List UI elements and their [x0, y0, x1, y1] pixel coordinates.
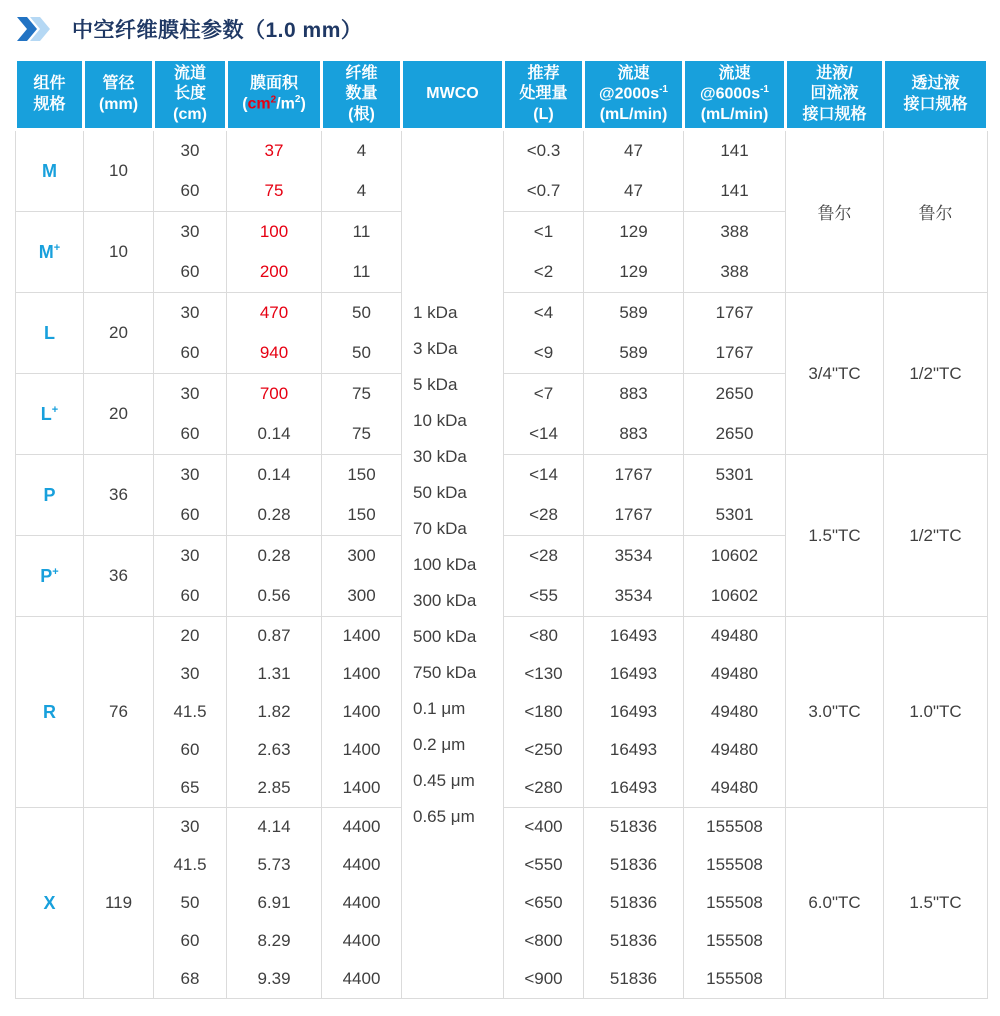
membrane-area-cell: [227, 536, 322, 617]
f6k-value: 1767: [715, 303, 754, 322]
len-value: 30: [180, 303, 200, 322]
spec-label: M: [38, 241, 54, 262]
f2k-value: 16493: [609, 740, 658, 759]
flow-6000-cell: [684, 374, 786, 455]
fiber-value: 1400: [342, 664, 381, 683]
f6k-value: 5301: [715, 465, 754, 484]
area-value: 0.14: [257, 424, 291, 443]
flow-6000-cell: [684, 212, 786, 293]
inlet-interface-cell: 3/4"TC: [786, 293, 884, 455]
area-value: 37: [264, 141, 284, 160]
throughput-cell: [504, 808, 584, 999]
area-value: 200: [259, 262, 289, 281]
permeate-interface-cell: 1/2"TC: [884, 455, 988, 617]
area-value: 5.73: [257, 855, 291, 874]
len-value: 60: [180, 262, 200, 281]
fiber-value: 4: [356, 181, 367, 200]
membrane-area-cell: [227, 130, 322, 212]
vol-value: <400: [524, 817, 563, 836]
f2k-value: 129: [619, 222, 648, 241]
fiber-value: 11: [352, 262, 371, 281]
mwco-item: 0.1 μm: [413, 698, 466, 718]
fiber-value: 300: [347, 546, 376, 565]
channel-length-cell: [154, 808, 227, 999]
membrane-area-cell: [227, 293, 322, 374]
membrane-area-cell: [227, 617, 322, 808]
column-header-mwco: MWCO: [402, 60, 504, 130]
flow-2000-cell: [584, 455, 684, 536]
f2k-value: 16493: [609, 702, 658, 721]
f2k-value: 51836: [609, 817, 658, 836]
vol-value: <14: [529, 465, 558, 484]
table-body: [16, 130, 988, 999]
column-header-fiber-count: 纤维 数量 (根): [322, 60, 402, 130]
area-value: 2.85: [257, 778, 291, 797]
f6k-value: 388: [720, 222, 749, 241]
column-header-flow-6000: 流速 $@6000s^{-1}$ (mL/min): [684, 60, 786, 130]
vol-value: <1: [533, 222, 554, 241]
flow-6000-cell: [684, 536, 786, 617]
mwco-item: 10 kDa: [413, 410, 467, 430]
vol-value: <80: [529, 626, 558, 645]
spec-cell: [16, 808, 84, 999]
parameters-table: [14, 58, 989, 999]
len-value: 65: [180, 778, 200, 797]
f2k-value: 47: [624, 141, 643, 160]
diameter-cell: 36: [84, 455, 154, 536]
vol-value: <0.7: [526, 181, 561, 200]
vol-value: <55: [529, 586, 558, 605]
area-value: 0.28: [257, 546, 291, 565]
column-header-spec: 组件 规格: [16, 60, 84, 130]
flow-2000-cell: [584, 808, 684, 999]
mwco-item: 70 kDa: [413, 518, 467, 538]
f6k-value: 49480: [710, 778, 759, 797]
fiber-value: 1400: [342, 740, 381, 759]
throughput-cell: [504, 455, 584, 536]
vol-value: <130: [524, 664, 563, 683]
vol-value: <4: [533, 303, 554, 322]
flow-6000-cell: [684, 130, 786, 212]
f2k-value: 3534: [614, 586, 653, 605]
column-header-channel-length: 流道 长度 (cm): [154, 60, 227, 130]
spec-label: L: [40, 403, 52, 424]
diameter-cell: 20: [84, 374, 154, 455]
len-value: 60: [180, 505, 200, 524]
channel-length-cell: [154, 374, 227, 455]
area-value: 75: [264, 181, 284, 200]
fiber-count-cell: [322, 808, 402, 999]
spec-cell: [16, 130, 84, 212]
len-value: 30: [180, 664, 200, 683]
spec-label: R: [43, 701, 56, 722]
f2k-value: 16493: [609, 626, 658, 645]
spec-label: P: [40, 565, 53, 586]
area-value: 1.31: [257, 664, 291, 683]
column-header-membrane-area: 膜面积 $(cm^2/m^2)$: [227, 60, 322, 130]
f6k-value: 1767: [715, 343, 754, 362]
throughput-cell: [504, 130, 584, 212]
fiber-count-cell: [322, 293, 402, 374]
area-value: 470: [259, 303, 289, 322]
page-title: 中空纤维膜柱参数（1.0 mm）: [72, 19, 363, 42]
fiber-count-cell: [322, 130, 402, 212]
diameter-cell: 76: [84, 617, 154, 808]
vol-value: <28: [529, 505, 558, 524]
vol-value: <9: [533, 343, 554, 362]
throughput-cell: [504, 293, 584, 374]
area-value: 700: [259, 384, 289, 403]
vol-value: <280: [524, 778, 563, 797]
fiber-count-cell: [322, 455, 402, 536]
area-value: 0.56: [257, 586, 291, 605]
throughput-cell: [504, 212, 584, 293]
vol-value: <2: [533, 262, 554, 281]
fiber-value: 300: [347, 586, 376, 605]
flow-2000-cell: [584, 293, 684, 374]
fiber-value: 4400: [342, 969, 381, 988]
f6k-value: 155508: [706, 893, 763, 912]
throughput-cell: [504, 374, 584, 455]
vol-value: <650: [524, 893, 563, 912]
spec-label: L: [44, 322, 55, 343]
len-value: 68: [180, 969, 200, 988]
len-value: 30: [180, 222, 200, 241]
fiber-value: 75: [352, 384, 371, 403]
mwco-item: 50 kDa: [413, 482, 467, 502]
fiber-count-cell: [322, 374, 402, 455]
inlet-interface-cell: 鲁尔: [786, 130, 884, 293]
permeate-interface-cell: 1.5"TC: [884, 808, 988, 999]
spec-label: X: [43, 892, 56, 913]
len-value: 30: [180, 141, 200, 160]
channel-length-cell: [154, 536, 227, 617]
f2k-value: 3534: [614, 546, 653, 565]
f2k-value: 1767: [614, 505, 653, 524]
mwco-item: 0.2 μm: [413, 734, 466, 754]
spec-cell: [16, 293, 84, 374]
vol-value: <180: [524, 702, 563, 721]
fiber-value: 75: [352, 424, 371, 443]
spec-cell: M+: [16, 212, 84, 293]
f6k-value: 155508: [706, 969, 763, 988]
f2k-value: 1767: [614, 465, 653, 484]
mwco-item: 30 kDa: [413, 446, 467, 466]
vol-value: <14: [529, 424, 558, 443]
f2k-value: 883: [619, 424, 648, 443]
len-value: 60: [180, 343, 200, 362]
column-header-inlet-interface: 进液/ 回流液 接口规格: [786, 60, 884, 130]
f2k-value: 51836: [609, 893, 658, 912]
mwco-item: 100 kDa: [413, 554, 477, 574]
column-header-flow-2000: 流速 $@2000s^{-1}$ (mL/min): [584, 60, 684, 130]
mwco-cell: [402, 130, 504, 999]
membrane-area-cell: [227, 212, 322, 293]
len-value: 60: [180, 586, 200, 605]
f6k-value: 49480: [710, 702, 759, 721]
len-value: 41.5: [173, 855, 207, 874]
f2k-value: 51836: [609, 855, 658, 874]
area-value: 100: [259, 222, 289, 241]
vol-value: <28: [529, 546, 558, 565]
area-value: 0.87: [257, 626, 291, 645]
area-value: 9.39: [257, 969, 291, 988]
fiber-value: 4400: [342, 817, 381, 836]
len-value: 20: [180, 626, 200, 645]
f2k-value: 589: [619, 303, 648, 322]
vol-value: <0.3: [526, 141, 561, 160]
mwco-item: 0.65 μm: [413, 806, 475, 826]
len-value: 30: [180, 546, 200, 565]
area-value: 0.14: [257, 465, 291, 484]
fiber-value: 50: [352, 303, 371, 322]
fiber-value: 4: [356, 141, 367, 160]
throughput-cell: [504, 536, 584, 617]
f6k-value: 2650: [715, 424, 754, 443]
f6k-value: 155508: [706, 931, 763, 950]
vol-value: <900: [524, 969, 563, 988]
spec-cell: P+: [16, 536, 84, 617]
flow-6000-cell: [684, 808, 786, 999]
flow-2000-cell: [584, 617, 684, 808]
spec-label: M: [42, 160, 57, 181]
f6k-value: 155508: [706, 855, 763, 874]
len-value: 41.5: [173, 702, 207, 721]
table-header: [16, 60, 988, 130]
fiber-value: 150: [347, 465, 376, 484]
f6k-value: 10602: [710, 546, 759, 565]
area-value: 940: [259, 343, 289, 362]
permeate-interface-cell: 1/2"TC: [884, 293, 988, 455]
diameter-cell: 10: [84, 130, 154, 212]
column-header-permeate-interface: 透过液 接口规格: [884, 60, 988, 130]
len-value: 30: [180, 465, 200, 484]
fiber-value: 4400: [342, 855, 381, 874]
permeate-interface-cell: 鲁尔: [884, 130, 988, 293]
area-value: 2.63: [257, 740, 291, 759]
inlet-interface-cell: 6.0"TC: [786, 808, 884, 999]
len-value: 30: [180, 384, 200, 403]
f6k-value: 388: [720, 262, 749, 281]
f6k-value: 2650: [715, 384, 754, 403]
area-value: 6.91: [257, 893, 291, 912]
f6k-value: 49480: [710, 664, 759, 683]
vol-value: <250: [524, 740, 563, 759]
fiber-value: 1400: [342, 778, 381, 797]
channel-length-cell: [154, 455, 227, 536]
f2k-value: 883: [619, 384, 648, 403]
fiber-value: 150: [347, 505, 376, 524]
f6k-value: 155508: [706, 817, 763, 836]
diameter-cell: 119: [84, 808, 154, 999]
area-value: 8.29: [257, 931, 291, 950]
f6k-value: 141: [720, 141, 749, 160]
fiber-count-cell: [322, 212, 402, 293]
flow-2000-cell: [584, 374, 684, 455]
mwco-item: 5 kDa: [413, 374, 458, 394]
inlet-interface-cell: 3.0"TC: [786, 617, 884, 808]
channel-length-cell: [154, 617, 227, 808]
flow-6000-cell: [684, 455, 786, 536]
f2k-value: 16493: [609, 778, 658, 797]
fiber-value: 4400: [342, 893, 381, 912]
spec-label: P: [43, 484, 56, 505]
flow-6000-cell: [684, 617, 786, 808]
fiber-value: 50: [352, 343, 371, 362]
f2k-value: 51836: [609, 931, 658, 950]
vol-value: <7: [533, 384, 554, 403]
column-header-throughput: 推荐 处理量 (L): [504, 60, 584, 130]
inlet-interface-cell: 1.5"TC: [786, 455, 884, 617]
fiber-count-cell: [322, 536, 402, 617]
channel-length-cell: [154, 212, 227, 293]
f6k-value: 5301: [715, 505, 754, 524]
f6k-value: 49480: [710, 626, 759, 645]
channel-length-cell: [154, 130, 227, 212]
f2k-value: 589: [619, 343, 648, 362]
mwco-item: 500 kDa: [413, 626, 477, 646]
flow-2000-cell: [584, 130, 684, 212]
flow-2000-cell: [584, 212, 684, 293]
column-header-diameter: 管径 (mm): [84, 60, 154, 130]
fiber-value: 1400: [342, 626, 381, 645]
permeate-interface-cell: 1.0"TC: [884, 617, 988, 808]
fiber-count-cell: [322, 617, 402, 808]
title-row: [16, 12, 986, 46]
f2k-value: 51836: [609, 969, 658, 988]
spec-cell: L+: [16, 374, 84, 455]
f6k-value: 141: [720, 181, 749, 200]
spec-cell: [16, 455, 84, 536]
fiber-value: 1400: [342, 702, 381, 721]
diameter-cell: 20: [84, 293, 154, 374]
spec-cell: [16, 617, 84, 808]
fiber-value: 11: [352, 222, 371, 241]
double-chevron-right-icon: [16, 16, 52, 42]
diameter-cell: 36: [84, 536, 154, 617]
throughput-cell: [504, 617, 584, 808]
f6k-value: 49480: [710, 740, 759, 759]
len-value: 30: [180, 817, 200, 836]
len-value: 60: [180, 740, 200, 759]
channel-length-cell: [154, 293, 227, 374]
membrane-area-cell: [227, 455, 322, 536]
area-value: 4.14: [257, 817, 291, 836]
f2k-value: 129: [619, 262, 648, 281]
mwco-item: 750 kDa: [413, 662, 477, 682]
mwco-item: 1 kDa: [413, 302, 458, 322]
f2k-value: 16493: [609, 664, 658, 683]
mwco-item: 3 kDa: [413, 338, 458, 358]
mwco-item: 0.45 μm: [413, 770, 475, 790]
membrane-area-cell: [227, 808, 322, 999]
mwco-item: 300 kDa: [413, 590, 477, 610]
f6k-value: 10602: [710, 586, 759, 605]
vol-value: <550: [524, 855, 563, 874]
flow-2000-cell: [584, 536, 684, 617]
membrane-area-cell: [227, 374, 322, 455]
len-value: 60: [180, 181, 200, 200]
len-value: 50: [180, 893, 200, 912]
len-value: 60: [180, 424, 200, 443]
flow-6000-cell: [684, 293, 786, 374]
len-value: 60: [180, 931, 200, 950]
diameter-cell: 10: [84, 212, 154, 293]
group-row-M: [16, 130, 988, 212]
fiber-value: 4400: [342, 931, 381, 950]
area-value: 1.82: [257, 702, 291, 721]
area-value: 0.28: [257, 505, 291, 524]
f2k-value: 47: [624, 181, 643, 200]
vol-value: <800: [524, 931, 563, 950]
